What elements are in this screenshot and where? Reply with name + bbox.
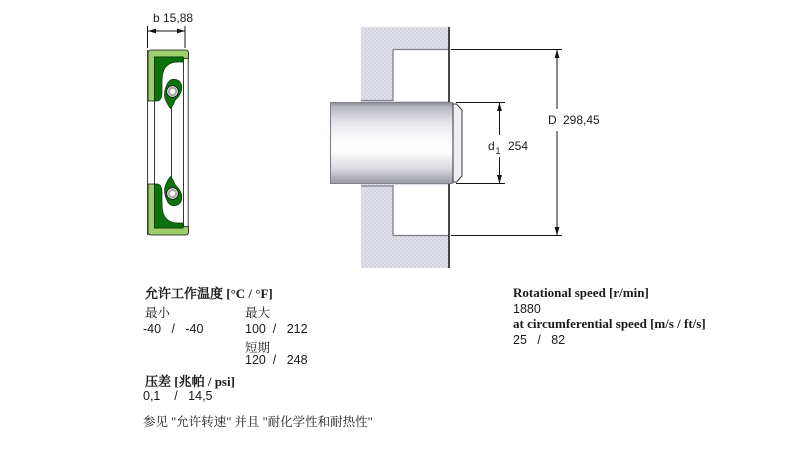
temperature-header: 允许工作温度 [°C / °F] [145,286,273,301]
pressure-value: 0,1 / 14,5 [143,389,213,403]
arrow-left-icon [148,29,156,34]
shaft [330,102,453,184]
seal-seat-top [393,50,449,102]
arrow-up-icon [497,103,502,112]
outer-diameter-dimension [451,50,562,236]
reference-note: 参见 "允许转速" 并且 "耐化学性和耐热性" [143,415,373,429]
temperature-short-term-label: 短期 [245,341,271,355]
temperature-min-label: 最小 [145,306,171,320]
arrow-up-icon [555,50,560,59]
temperature-short-term-value: 120 / 248 [245,353,308,367]
circumferential-speed-value: 25 / 82 [513,333,566,347]
arrow-right-icon [177,29,185,34]
shaft-diameter-subscript: 1 [495,146,501,156]
installation-diagram-main [320,20,610,280]
pressure-header: 压差 [兆帕 / psi] [145,374,235,389]
temperature-max-value: 100 / 212 [245,322,308,336]
outer-diameter-label: D [548,113,557,127]
temperature-max-label: 最大 [245,306,271,320]
circumferential-speed-header: at circumferential speed [m/s / ft/s] [513,316,706,331]
shaft-diameter-value: 254 [508,139,529,153]
rotational-speed-value: 1880 [513,302,541,316]
seal-seat-bottom [393,185,449,236]
temperature-min-value: -40 / -40 [143,322,204,336]
seal-width-dimension-line [148,26,186,48]
seal-section-bottom [148,177,189,236]
rotational-speed-header: Rotational speed [r/min] [513,285,649,300]
shaft-end-chamfer [453,104,462,182]
seal-cross-section-figure [138,8,216,244]
arrow-down-icon [555,227,560,236]
arrow-down-icon [497,175,502,184]
shaft-diameter-label: d [488,139,495,153]
seal-section-top [148,50,189,109]
seal-width-dimension-label: b 15,88 [153,11,194,25]
shaft-diameter-dimension [456,103,505,184]
outer-diameter-value: 298,45 [563,113,600,127]
